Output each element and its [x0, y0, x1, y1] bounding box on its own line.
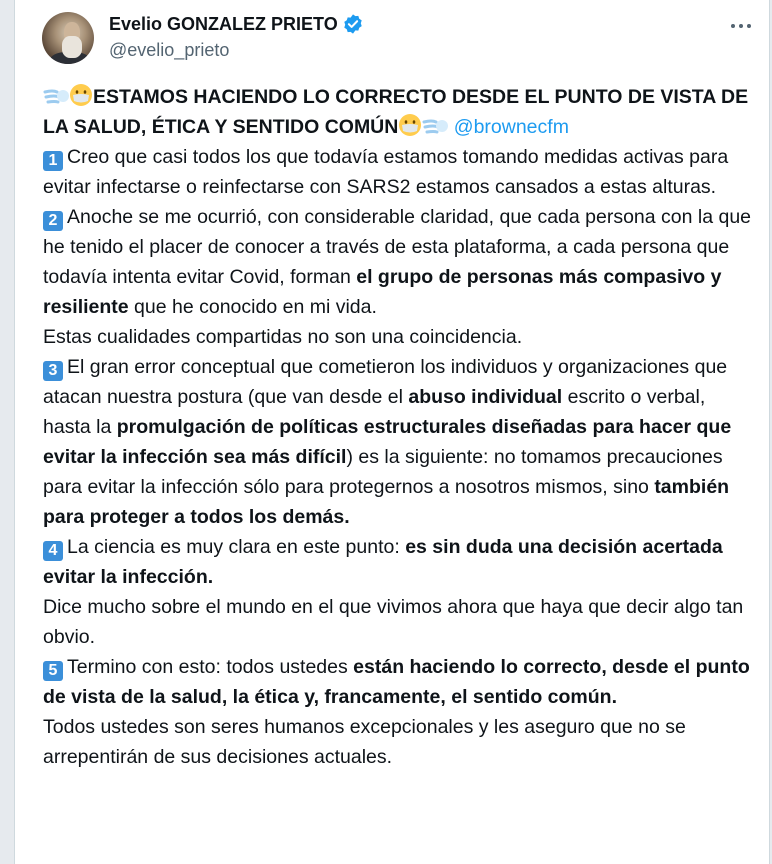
paragraph-1-text: Creo que casi todos los que todavía estamos tomando medidas activas para evitar infectarse o reinfectarse con SARS2 estamos cansados a estas alturas.	[43, 146, 729, 198]
keycap-digit-emoji: 2	[43, 211, 63, 231]
wind-face-emoji	[43, 86, 69, 106]
mention-link[interactable]: @brownecfm	[453, 116, 569, 138]
tweet-title: ESTAMOS HACIENDO LO CORRECTO DESDE EL PUNTO DE VISTA DE LA SALUD, ÉTICA Y SENTIDO COMÚN	[43, 86, 749, 138]
author-handle[interactable]: @evelio_prieto	[109, 40, 230, 60]
paragraph-3-text-3: ) es la siguiente: no tomamos precauciones para evitar la infección sólo para protegernos a nosotros mismos, sino	[43, 446, 723, 498]
wind-face-emoji	[422, 116, 448, 136]
paragraph-2b: Estas cualidades compartidas no son una coincidencia.	[43, 326, 523, 348]
paragraph-2-bold: el grupo de personas más compasivo y resiliente	[43, 266, 722, 318]
tweet-title-line	[43, 82, 755, 142]
paragraph-3-bold-1: abuso individual	[408, 386, 563, 408]
more-options-icon[interactable]	[729, 14, 753, 38]
medical-mask-emoji	[69, 83, 93, 107]
paragraph-3	[43, 352, 755, 532]
paragraph-2	[43, 202, 755, 322]
paragraph-4	[43, 532, 755, 592]
paragraph-4b: Dice mucho sobre el mundo en el que vivimos ahora que haya que decir algo tan obvio.	[43, 596, 744, 648]
verified-badge-icon	[342, 13, 364, 35]
paragraph-2-text: Anoche se me ocurrió, con considerable claridad, que cada persona con la que he tenido el placer de conocer a través de esta plataforma, a cada persona que todavía intenta evitar Covid, forman	[43, 206, 752, 288]
keycap-digit-emoji: 1	[43, 151, 63, 171]
paragraph-2-text-end: que he conocido en mi vida.	[128, 296, 377, 318]
paragraph-5	[43, 652, 755, 712]
keycap-digit-emoji: 3	[43, 361, 63, 381]
avatar[interactable]	[42, 12, 94, 64]
paragraph-3-text-2: escrito o verbal, hasta la	[43, 386, 706, 438]
medical-mask-emoji	[398, 113, 422, 137]
keycap-digit-emoji: 5	[43, 661, 63, 681]
paragraph-4-bold: es sin duda una decisión acertada evitar la infección.	[43, 536, 723, 588]
paragraph-1	[43, 142, 755, 202]
avatar-beard-shape	[62, 36, 82, 58]
paragraph-3-bold-2: promulgación de políticas estructurales diseñadas para hacer que evitar la infección sea más difícil	[43, 416, 732, 468]
tweet-header	[15, 0, 769, 80]
keycap-digit-emoji: 4	[43, 541, 63, 561]
tweet-text	[43, 82, 755, 772]
tweet-card	[14, 0, 770, 864]
paragraph-4-text: La ciencia es muy clara en este punto:	[67, 536, 406, 558]
paragraph-3-text: El gran error conceptual que cometieron los individuos y organizaciones que atacan nuestra postura (que van desde el	[43, 356, 728, 408]
paragraph-5-bold: están haciendo lo correcto, desde el punto de vista de la salud, la ética y, francamente, el sentido común.	[43, 656, 750, 708]
paragraph-3-bold-3: también para proteger a todos los demás.	[43, 476, 730, 528]
paragraph-5-text: Termino con esto: todos ustedes	[67, 656, 354, 678]
author-display-name[interactable]: Evelio GONZALEZ PRIETO	[109, 14, 338, 34]
paragraph-5b: Todos ustedes son seres humanos excepcionales y les aseguro que no se arrepentirán de sus decisiones actuales.	[43, 716, 686, 768]
